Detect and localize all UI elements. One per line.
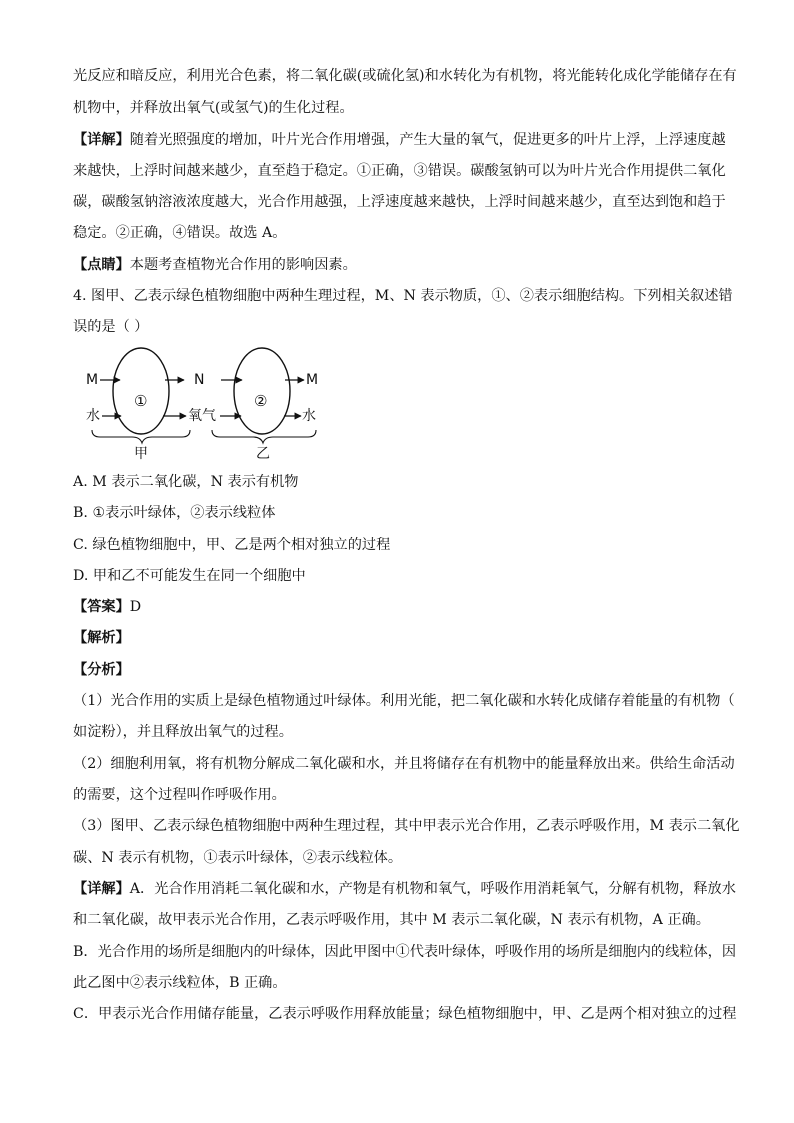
label-water-right: 水 [302, 408, 316, 424]
analyze-tag: 【分析】 [73, 662, 130, 678]
mitochondrion-ellipse [234, 348, 290, 434]
answer-value: D [129, 599, 142, 615]
detail-text: 随着光照强度的增加，叶片光合作用增强，产生大量的氧气，促进更多的叶片上浮，上浮速度越 [129, 132, 726, 148]
label-oxygen: 氧气 [188, 408, 216, 424]
detail-tag: 【详解】 [73, 881, 130, 897]
brace-yi [212, 430, 316, 443]
detail-line: B．光合作用的场所是细胞内的叶绿体，因此甲图中①代表叶绿体，呼吸作用的场所是细胞内的线粒体，因 [73, 944, 737, 960]
point-paragraph [73, 255, 357, 275]
label-n: N [194, 372, 205, 388]
option-d: D. 甲和乙不可能发生在同一个细胞中 [73, 568, 306, 584]
paragraph-line: 稳定。②正确，④错误。故选 A。 [73, 225, 287, 241]
brace-jia [92, 430, 190, 443]
paragraph-line: 来越快，上浮时间越来越少，直至趋于稳定。①正确，③错误。碳酸氢钠可以为叶片光合作用提供二氧化 [73, 163, 726, 179]
label-jia: 甲 [134, 446, 148, 462]
point-text: 本题考查植物光合作用的影响因素。 [129, 257, 357, 273]
analysis-item: （2）细胞利用氧，将有机物分解成二氧化碳和水，并且将储存在有机物中的能量释放出来。供给生命活动 [73, 756, 735, 772]
detail-paragraph [73, 130, 726, 150]
analysis-item: （1）光合作用的实质上是绿色植物通过叶绿体。利用光能，把二氧化碳和水转化成储存着能量的有机物（ [73, 693, 735, 709]
process-diagram [80, 344, 340, 464]
analysis-item: 如淀粉），并且释放出氧气的过程。 [73, 724, 293, 740]
label-m-right: M [306, 372, 319, 388]
question-stem: 4. 图甲、乙表示绿色植物细胞中两种生理过程，M、N 表示物质，①、②表示细胞结构。下列相关叙述错 [73, 288, 733, 304]
option-b: B. ①表示叶绿体，②表示线粒体 [73, 505, 276, 521]
label-structure-1: ① [134, 392, 148, 410]
paragraph-line: 碳，碳酸氢钠溶液浓度越大，光合作用越强，上浮速度越来越快，上浮时间越来越少，直至达到饱和趋于 [73, 194, 726, 210]
chloroplast-ellipse [113, 348, 169, 434]
analysis-item: 的需要，这个过程叫作呼吸作用。 [73, 787, 286, 803]
detail-line: 此乙图中②表示线粒体，B 正确。 [73, 975, 287, 991]
point-tag: 【点睛】 [73, 257, 130, 273]
answer-tag: 【答案】 [73, 599, 130, 615]
option-a: A. M 表示二氧化碳，N 表示有机物 [73, 474, 299, 490]
option-c: C. 绿色植物细胞中，甲、乙是两个相对独立的过程 [73, 537, 391, 553]
analysis-item: （3）图甲、乙表示绿色植物细胞中两种生理过程，其中甲表示光合作用，乙表示呼吸作用，M 表示二氧化 [73, 818, 740, 834]
detail-line: C．甲表示光合作用储存能量，乙表示呼吸作用释放能量；绿色植物细胞中，甲、乙是两个相对独立的过程 [73, 1006, 737, 1022]
paragraph-line: 机物中，并释放出氧气(或氢气)的生化过程。 [73, 100, 354, 116]
label-m-left: M [86, 372, 99, 388]
detail-text: A．光合作用消耗二氧化碳和水，产物是有机物和氧气，呼吸作用消耗氧气，分解有机物，释放水 [129, 881, 736, 897]
analysis-tag: 【解析】 [73, 630, 130, 646]
detail-paragraph [73, 879, 736, 899]
detail-tag: 【详解】 [73, 132, 130, 148]
paragraph-line: 光反应和暗反应，利用光合色素，将二氧化碳(或硫化氢)和水转化为有机物，将光能转化成化学能储存在有 [73, 68, 737, 84]
answer-line [73, 597, 141, 617]
analysis-item: 碳、N 表示有机物，①表示叶绿体，②表示线粒体。 [73, 850, 403, 866]
detail-line: 和二氧化碳，故甲表示光合作用，乙表示呼吸作用，其中 M 表示二氧化碳，N 表示有机物，A 正确。 [73, 912, 710, 928]
label-water-left: 水 [86, 408, 100, 424]
label-yi: 乙 [256, 446, 270, 462]
question-stem: 误的是（ ） [73, 319, 149, 335]
label-structure-2: ② [254, 392, 268, 410]
